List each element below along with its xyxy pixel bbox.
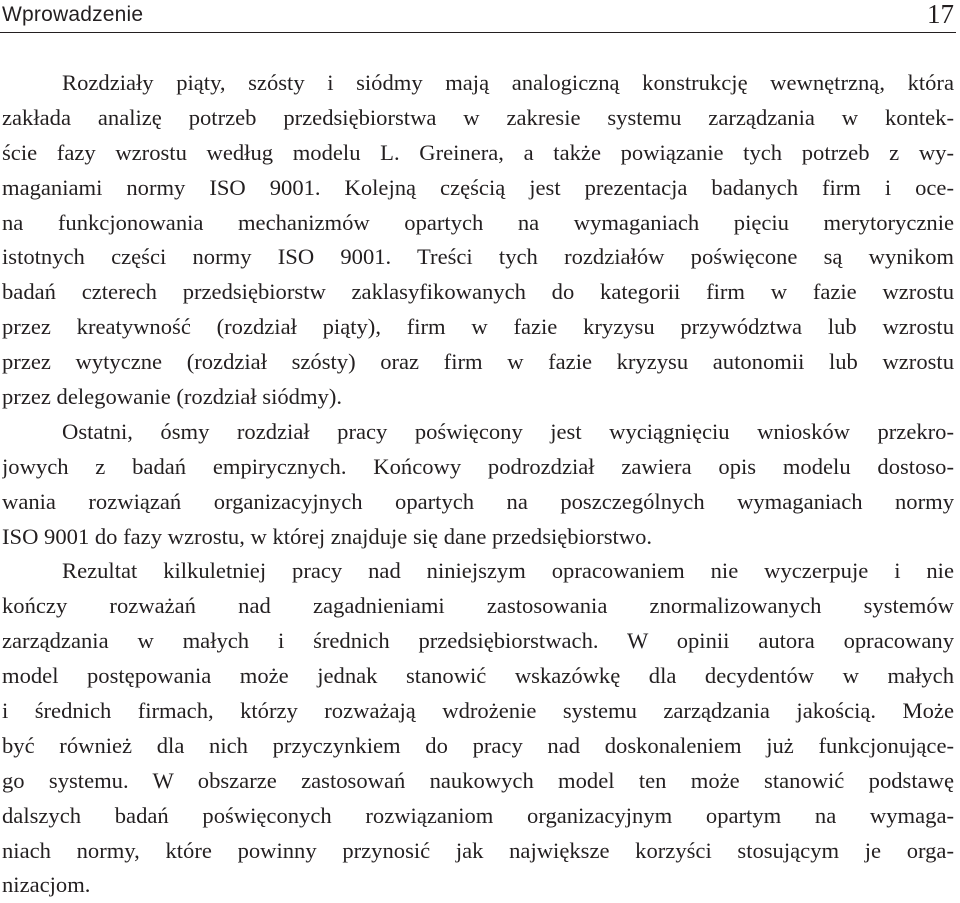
- text-line: zakłada analizę potrzeb przedsiębiorstwa w zakresie systemu zarządzania w kontek-: [2, 104, 954, 130]
- running-header: [0, 0, 956, 33]
- text-line: i średnich firmach, którzy rozważają wdrożenie systemu zarządzania jakością. Może: [2, 698, 954, 724]
- text-line: na funkcjonowania mechanizmów opartych na wymaganiach pięciu merytorycznie: [2, 209, 954, 235]
- text-line: Rezultat kilkuletniej pracy nad niniejszym opracowaniem nie wyczerpuje i nie: [62, 558, 954, 584]
- text-line: przez delegowanie (rozdział siódmy).: [2, 384, 343, 410]
- text-line: istotnych części normy ISO 9001. Treści tych rozdziałów poświęcone są wynikom: [2, 244, 954, 270]
- body-text: [2, 66, 954, 903]
- text-line: Rozdziały piąty, szósty i siódmy mają analogiczną konstrukcję wewnętrzną, która: [62, 70, 954, 95]
- text-line: maganiami normy ISO 9001. Kolejną częścią jest prezentacja badanych firm i oce-: [2, 174, 954, 200]
- text-line: go systemu. W obszarze zastosowań naukowych model ten może stanowić podstawę: [2, 767, 954, 793]
- text-line: niach normy, które powinny przynosić jak największe korzyści stosującym je orga-: [2, 837, 954, 863]
- text-line: wania rozwiązań organizacyjnych opartych na poszczególnych wymaganiach normy: [2, 488, 954, 514]
- text-line: badań czterech przedsiębiorstw zaklasyfikowanych do kategorii firm w fazie wzrostu: [2, 279, 954, 305]
- text-line: model postępowania może jednak stanowić wskazówkę dla decydentów w małych: [2, 663, 954, 689]
- text-line: ście fazy wzrostu według modelu L. Greinera, a także powiązanie tych potrzeb z wy-: [2, 139, 954, 165]
- section-title: Wprowadzenie: [2, 3, 144, 26]
- text-line: przez wytyczne (rozdział szósty) oraz firm w fazie kryzysu autonomii lub wzrostu: [2, 349, 954, 375]
- text-line: ISO 9001 do fazy wzrostu, w której znajduje się dane przedsiębiorstwo.: [2, 523, 653, 549]
- text-line: nizacjom.: [2, 872, 91, 898]
- text-line: przez kreatywność (rozdział piąty), firm w fazie kryzysu przywództwa lub wzrostu: [2, 314, 954, 340]
- page-number: 17: [927, 0, 954, 29]
- text-line: Ostatni, ósmy rozdział pracy poświęcony jest wyciągnięciu wniosków przekro-: [62, 418, 954, 444]
- text-line: jowych z badań empirycznych. Końcowy podrozdział zawiera opis modelu dostoso-: [2, 453, 954, 479]
- text-line: dalszych badań poświęconych rozwiązaniom organizacyjnym opartym na wymaga-: [2, 802, 954, 828]
- text-line: być również dla nich przyczynkiem do pracy nad doskonaleniem już funkcjonujące-: [2, 732, 954, 758]
- text-line: zarządzania w małych i średnich przedsiębiorstwach. W opinii autora opracowany: [2, 628, 954, 654]
- text-line: kończy rozważań nad zagadnieniami zastosowania znormalizowanych systemów: [2, 593, 954, 619]
